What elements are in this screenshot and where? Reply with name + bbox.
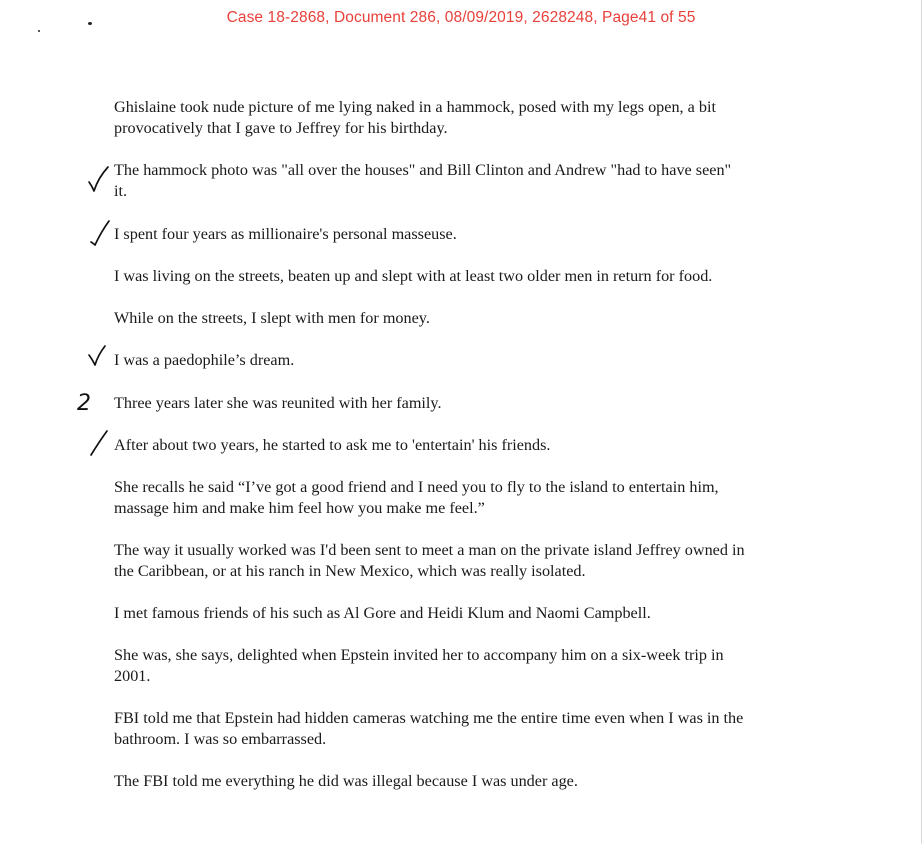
paragraph-line: Three years later she was reunited with her family. (114, 394, 442, 412)
paragraph-entertain (114, 435, 834, 456)
paragraph-line: After about two years, he started to ask me to 'entertain' his friends. (114, 436, 551, 454)
paragraph-island-ranch (114, 540, 834, 582)
paragraph-famous-friends (114, 603, 834, 624)
paragraph-line: I was a paedophile’s dream. (114, 351, 295, 369)
paragraph-line: Ghislaine took nude picture of me lying naked in a hammock, posed with my legs open, a bit (114, 98, 716, 116)
handwritten-slash-mark-icon (88, 428, 112, 458)
paragraph-line: The FBI told me everything he did was illegal because I was under age. (114, 772, 578, 790)
paragraph-line: FBI told me that Epstein had hidden cameras watching me the entire time even when I was in the (114, 709, 744, 727)
paragraph-streets-food (114, 266, 834, 287)
scan-speck (38, 30, 40, 32)
paragraph-line: She recalls he said “I’ve got a good friend and I need you to fly to the island to entertain him, (114, 478, 719, 496)
paragraph-line: the Caribbean, or at his ranch in New Mexico, which was really isolated. (114, 562, 586, 580)
handwritten-two-text: 2 (77, 391, 91, 416)
paragraph-masseuse (114, 224, 834, 245)
paragraph-line: While on the streets, I slept with men for money. (114, 309, 430, 327)
paragraph-hammock-photo (114, 97, 834, 139)
case-header: Case 18-2868, Document 286, 08/09/2019, 2628248, Page41 of 55 (226, 9, 696, 26)
paragraph-good-friend (114, 477, 834, 519)
handwritten-checkmark-icon (86, 164, 112, 196)
paragraph-under-age (114, 771, 834, 792)
paragraph-reunited (114, 393, 834, 414)
paragraph-line: massage him and make him feel how you make me feel.” (114, 499, 485, 517)
paragraph-line: The way it usually worked was I'd been sent to meet a man on the private island Jeffrey owned in (114, 541, 745, 559)
handwritten-checkmark-icon (86, 343, 112, 371)
handwritten-two-mark (76, 388, 98, 416)
paragraph-dream (114, 350, 834, 371)
paragraph-line: I was living on the streets, beaten up and slept with at least two older men in return for food. (114, 267, 713, 285)
paragraph-line: She was, she says, delighted when Epstein invited her to accompany him on a six-week trip in (114, 646, 724, 664)
paragraph-streets-money (114, 308, 834, 329)
paragraph-hidden-cameras (114, 708, 834, 750)
paragraph-line: I met famous friends of his such as Al Gore and Heidi Klum and Naomi Campbell. (114, 604, 651, 622)
paragraph-line: it. (114, 182, 128, 200)
scan-speck (88, 22, 92, 25)
paragraph-line: provocatively that I gave to Jeffrey for his birthday. (114, 119, 448, 137)
paragraph-line: 2001. (114, 667, 151, 685)
paragraph-line: bathroom. I was so embarrassed. (114, 730, 327, 748)
handwritten-slash-mark-icon (88, 218, 114, 248)
paragraph-six-week-trip (114, 645, 834, 687)
paragraph-all-over-houses (114, 160, 834, 202)
paragraph-line: The hammock photo was "all over the houses" and Bill Clinton and Andrew "had to have seen" (114, 161, 732, 179)
paragraph-line: I spent four years as millionaire's personal masseuse. (114, 225, 457, 243)
